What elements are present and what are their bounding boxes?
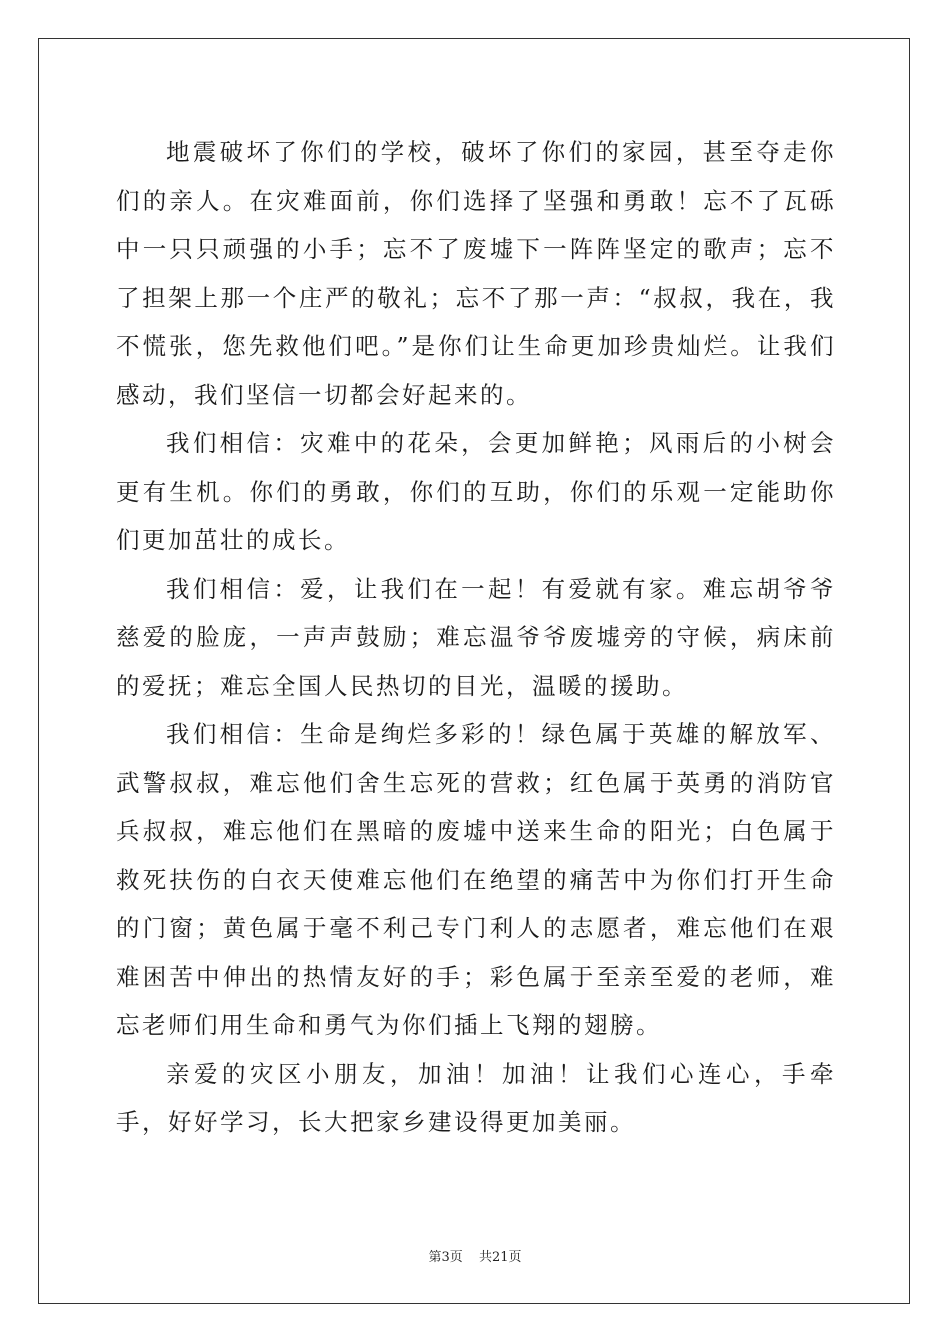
page-number-current: 第3页	[428, 1250, 463, 1265]
paragraph-4: 我们相信：生命是绚烂多彩的！绿色属于英雄的解放军、武警叔叔，难忘他们舍生忘死的营救；红色属于英勇的消防官兵叔叔，难忘他们在黑暗的废墟中送来生命的阳光；白色属于救死扶伤的白衣天使难忘他们在绝望的痛苦中为你们打开生命的门窗；黄色属于毫不利己专门利人的志愿者，难忘他们在艰难困苦中伸出的热情友好的手；彩色属于至亲至爱的老师，难忘老师们用生命和勇气为你们插上飞翔的翅膀。	[116, 720, 836, 1039]
page-footer	[0, 1246, 950, 1265]
document-body	[116, 128, 836, 1147]
page-number-total: 共21页	[478, 1250, 522, 1265]
paragraph-3: 我们相信：爱，让我们在一起！有爱就有家。难忘胡爷爷慈爱的脸庞，一声声鼓励；难忘温爷爷废墟旁的守候，病床前的爱抚；难忘全国人民热切的目光，温暖的援助。	[116, 574, 836, 700]
paragraph-5: 亲爱的灾区小朋友，加油！加油！让我们心连心，手牵手，好好学习，长大把家乡建设得更加美丽。	[116, 1059, 836, 1136]
paragraph-1: 地震破坏了你们的学校，破坏了你们的家园，甚至夺走你们的亲人。在灾难面前，你们选择了坚强和勇敢！忘不了瓦砾中一只只顽强的小手；忘不了废墟下一阵阵坚定的歌声；忘不了担架上那一个庄严的敬礼；忘不了那一声：“叔叔，我在，我不慌张，您先救他们吧。”是你们让生命更加珍贵灿烂。让我们感动，我们坚信一切都会好起来的。	[116, 138, 836, 409]
paragraph-2: 我们相信：灾难中的花朵，会更加鲜艳；风雨后的小树会更有生机。你们的勇敢，你们的互助，你们的乐观一定能助你们更加茁壮的成长。	[116, 429, 836, 554]
